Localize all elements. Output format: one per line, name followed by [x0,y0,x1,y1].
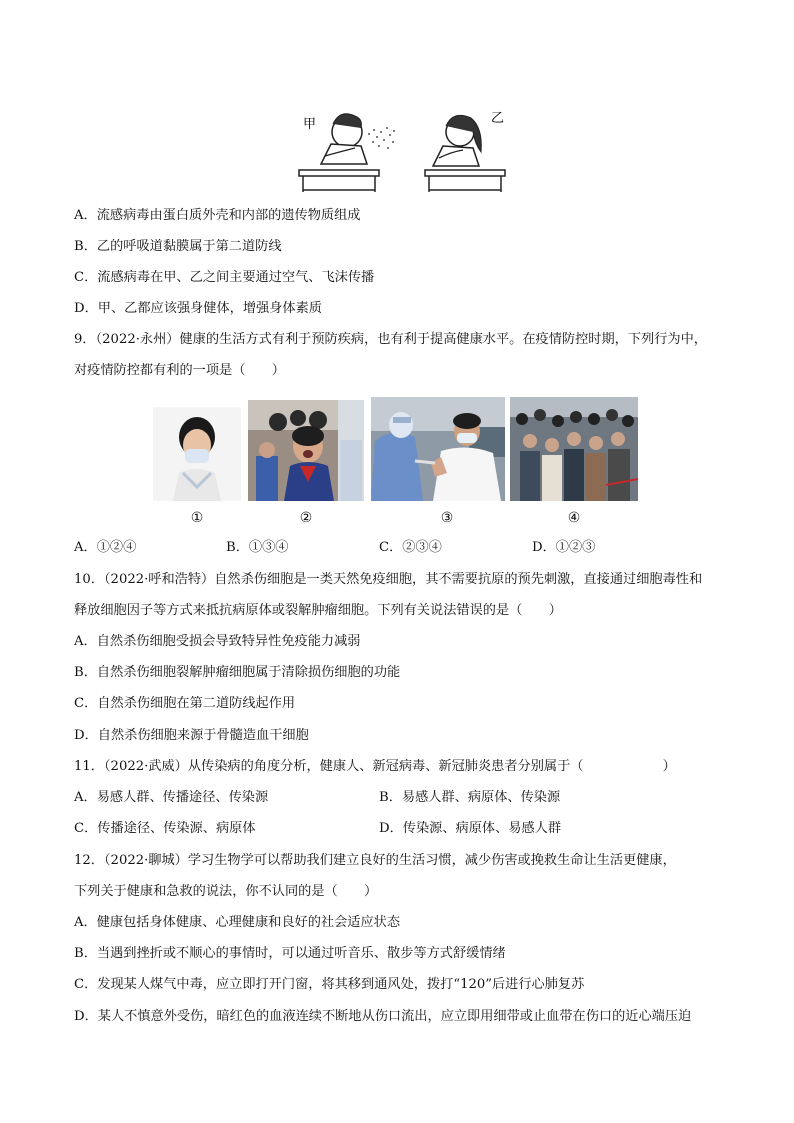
q9-option-c: C．②③④ [379,540,442,555]
q10-stem-line2: 释放细胞因子等方式来抵抗病原体或裂解肿瘤细胞。下列有关说法错误的是（ ） [74,603,562,618]
q12-option-d: D．某人不慎意外受伤，暗红色的血液连续不断地从伤口流出，应立即用细带或止血带在伤口的近心端压迫 [74,1009,692,1024]
q11-option-d: D．传染源、病原体、易感人群 [379,821,562,836]
photo-caption-2: ② [299,510,313,526]
photo-caption-3: ③ [440,510,454,526]
q10-option-c: C．自然杀伤细胞在第二道防线起作用 [74,696,296,711]
q12-stem-line2: 下列关于健康和急救的说法，你不认同的是（ ） [74,884,378,899]
q8-option-c: C．流感病毒在甲、乙之间主要通过空气、飞沫传播 [74,270,375,285]
q10-option-a: A．自然杀伤细胞受损会导致特异性免疫能力减弱 [74,634,361,649]
q11-option-a: A．易感人群、传播途径、传染源 [74,790,269,805]
crowd-photo [510,397,638,501]
q8-option-b: B．乙的呼吸道黏膜属于第二道防线 [74,239,282,254]
q12-option-c: C．发现某人煤气中毒，应立即打开门窗，将其移到通风处，拨打“120”后进行心肺复苏 [74,977,585,992]
q8-option-a: A．流感病毒由蛋白质外壳和内部的遗传物质组成 [74,208,361,223]
q11-stem: 11．（2022·武威）从传染病的角度分析，健康人、新冠病毒、新冠肺炎患者分别属于（ ） [74,759,676,774]
q10-option-b: B．自然杀伤细胞裂解肿瘤细胞属于清除损伤细胞的功能 [74,665,401,680]
q9-stem-line1: 9．（2022·永州）健康的生活方式有利于预防疾病，也有利于提高健康水平。在疫情防控时期，下列行为中， [74,332,707,347]
q12-option-b: B．当遇到挫折或不顺心的事情时，可以通过听音乐、散步等方式舒缓情绪 [74,946,506,961]
masked-woman-photo [153,407,241,501]
students-coughing-photo [248,400,364,501]
q10-stem-line1: 10．（2022·呼和浩特）自然杀伤细胞是一类天然免疫细胞，其不需要抗原的预先刺激，直接通过细胞毒性和 [74,572,703,587]
q10-option-d: D．自然杀伤细胞来源于骨髓造血干细胞 [74,728,309,743]
q11-option-b: B．易感人群、病原体、传染源 [379,790,561,805]
sneeze-figure [295,104,510,196]
q12-option-a: A．健康包括身体健康、心理健康和良好的社会适应状态 [74,915,401,930]
photo-caption-4: ④ [567,510,581,526]
q9-option-a: A．①②④ [74,540,137,555]
q9-option-d: D．①②③ [532,540,596,555]
photo-caption-1: ① [190,510,204,526]
q12-stem-line1: 12．（2022·聊城）学习生物学可以帮助我们建立良好的生活习惯，减少伤害或挽救生命让生活更健康， [74,853,676,868]
q11-option-c: C．传播途径、传染源、病原体 [74,821,256,836]
sneeze-illustration [295,104,510,196]
q9-stem-line2: 对疫情防控都有利的一项是（ ） [74,363,285,378]
label-jia: 甲 [303,116,317,131]
label-yi: 乙 [491,110,505,125]
q8-option-d: D．甲、乙都应该强身健体，增强身体素质 [74,301,322,316]
vaccination-photo [371,397,505,501]
q9-option-b: B．①③④ [226,540,289,555]
